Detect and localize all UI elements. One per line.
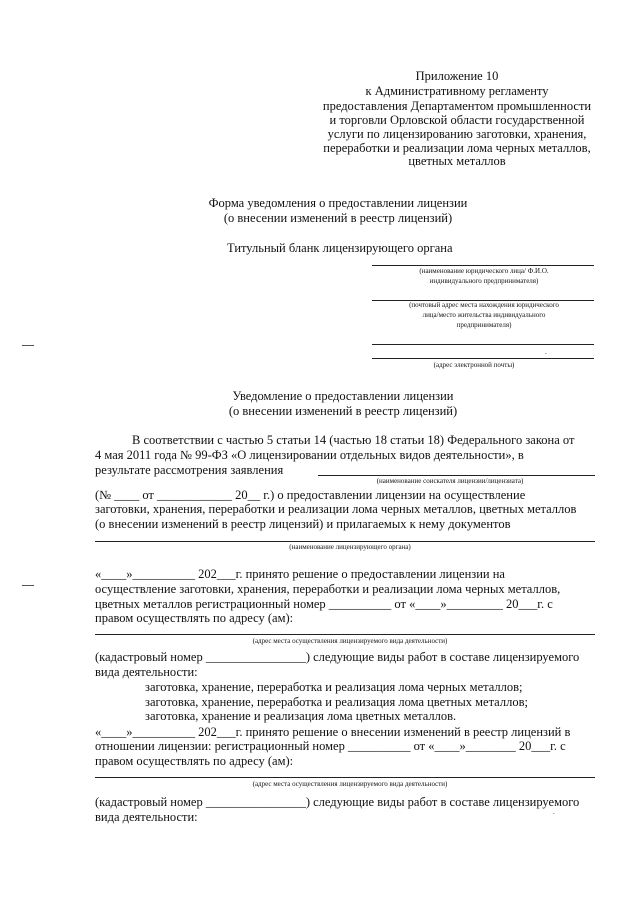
recipient-email-line: [372, 358, 594, 359]
recipient-name-caption-2: индивидуального предпринимателя): [429, 277, 539, 285]
applicant-caption: (наименование соискателя лицензии/лицензиата): [376, 477, 524, 485]
recipient-dot: .: [545, 348, 547, 356]
body-p2-line-1: «____»__________ 202___г. принято решение о предоставлении лицензии на: [95, 567, 505, 581]
body-p4-line-2: отношении лицензии: регистрационный номер __________ от «____»________ 20___г. с: [95, 739, 566, 753]
notice-title-line-1: Уведомление о предоставлении лицензии: [232, 389, 454, 403]
authority-name-line: [95, 541, 595, 542]
work-item-1: заготовка, хранение, переработка и реализация лома черных металлов;: [145, 680, 523, 694]
trailing-dot: .: [553, 808, 555, 816]
recipient-extra-line: [372, 344, 594, 345]
body-p2-line-4: правом осуществлять по адресу (ам):: [95, 611, 294, 625]
authority-caption: (наименование лицензирующего органа): [289, 543, 411, 551]
body-p1-line-4: (№ ____ от ____________ 20__ г.) о предоставлении лицензии на осуществление: [95, 488, 526, 502]
appendix-line-6: переработки и реализации лома черных металлов,: [323, 141, 591, 155]
work-item-3: заготовка, хранение и реализация лома цветных металлов.: [145, 709, 457, 723]
applicant-name-line: [318, 475, 595, 476]
body-p3-line-2: вида деятельности:: [95, 665, 198, 679]
recipient-email-caption: (адрес электронной почты): [433, 361, 515, 369]
body-p5-line-1: (кадастровый номер ________________) следующие виды работ в составе лицензируемого: [95, 795, 580, 809]
form-title-line-2: (о внесении изменений в реестр лицензий): [223, 211, 453, 225]
notice-title-line-2: (о внесении изменений в реестр лицензий): [228, 404, 458, 418]
body-p4-line-3: правом осуществлять по адресу (ам):: [95, 754, 294, 768]
scan-mark-2: [22, 585, 34, 586]
body-p2-line-2: осуществление заготовки, хранения, переработки и реализации лома черных металлов,: [95, 582, 561, 596]
appendix-line-4: и торговли Орловской области государственной: [329, 113, 585, 127]
body-p3-line-1: (кадастровый номер ________________) следующие виды работ в составе лицензируемого: [95, 650, 580, 664]
body-p1-line-3: результате рассмотрения заявления: [95, 463, 284, 477]
appendix-line-3: предоставления Департаментом промышленности: [322, 99, 592, 113]
letterhead-label: Титульный бланк лицензирующего органа: [227, 241, 453, 255]
address-caption-1: (адрес места осуществления лицензируемого вида деятельности): [252, 637, 448, 645]
body-p1-line-2: 4 мая 2011 года № 99-ФЗ «О лицензировании отдельных видов деятельности», в: [95, 448, 524, 462]
appendix-line-7: цветных металлов: [408, 154, 506, 168]
recipient-address-caption-3: предпринимателя): [456, 321, 512, 329]
body-p5-line-2: вида деятельности:: [95, 810, 198, 824]
body-p1-line-6: (о внесении изменений в реестр лицензий) и прилагаемых к нему документов: [95, 517, 511, 531]
address-caption-2: (адрес места осуществления лицензируемого вида деятельности): [252, 780, 448, 788]
body-p1-line-1: В соответствии с частью 5 статьи 14 (частью 18 статьи 18) Федерального закона от: [132, 433, 575, 447]
appendix-line-1: Приложение 10: [415, 69, 499, 83]
appendix-line-2: к Административному регламенту: [365, 84, 549, 98]
address-line-2: [95, 777, 595, 778]
recipient-name-caption-1: (наименование юридического лица/ Ф.И.О.: [419, 267, 549, 275]
address-line-1: [95, 634, 595, 635]
recipient-address-caption-1: (почтовый адрес места нахождения юридического: [409, 301, 559, 309]
body-p4-line-1: «____»__________ 202___г. принято решение о внесении изменений в реестр лицензий в: [95, 725, 571, 739]
body-p2-line-3: цветных металлов регистрационный номер __________ от «____»_________ 20___г. с: [95, 597, 553, 611]
recipient-name-line: [372, 265, 594, 266]
work-item-2: заготовка, хранение, переработка и реализация лома цветных металлов;: [145, 695, 528, 709]
scan-mark-1: [22, 345, 34, 346]
body-p1-line-5: заготовки, хранения, переработки и реализации лома черных металлов, цветных металлов: [95, 502, 577, 516]
form-title-line-1: Форма уведомления о предоставлении лицензии: [208, 196, 468, 210]
recipient-address-caption-2: лица/место жительства индивидуального: [422, 311, 546, 319]
appendix-line-5: услуги по лицензированию заготовки, хранения,: [327, 127, 587, 141]
